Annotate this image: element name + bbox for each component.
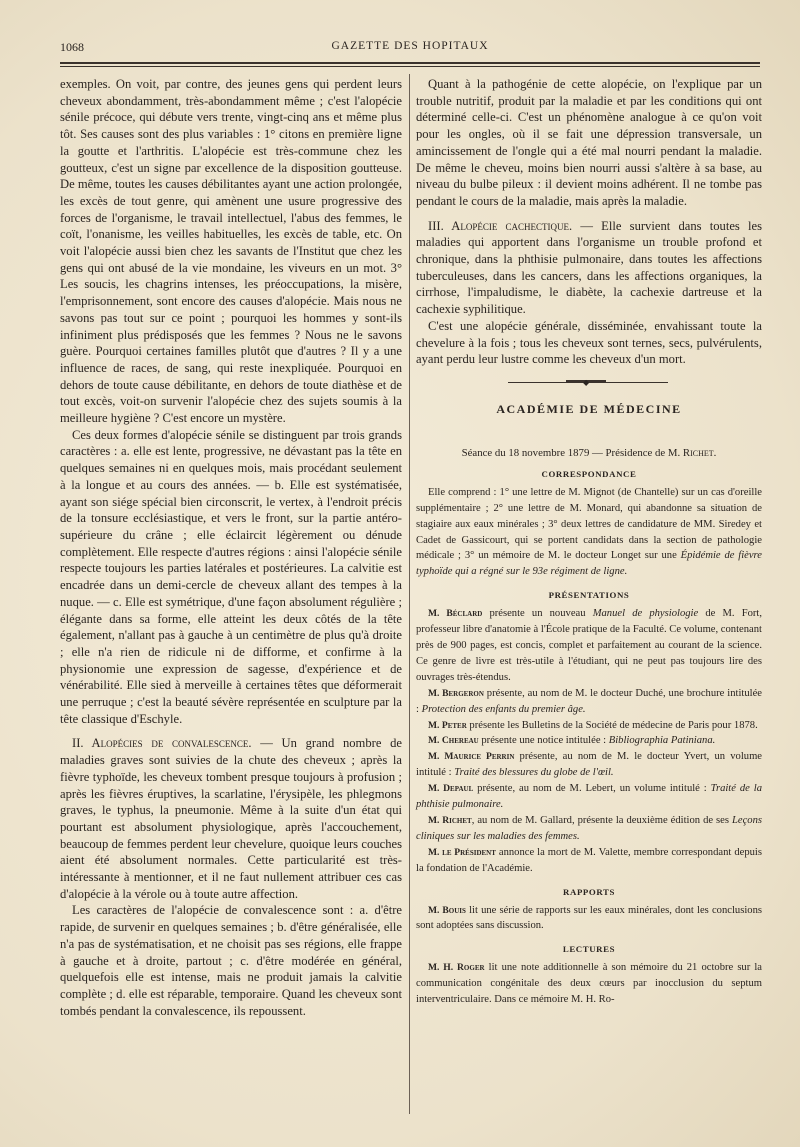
paragraph: Elle comprend : 1° une lettre de M. Mignot (de Chantelle) sur un cas d'oreille supplémentaire ; 2° une lettre de M. Monard, qui abandonne sa situation de stagiaire aux eaux minérales ; 3° deux lettres de candidature de MM. Siredey et Cadet de Gassicourt, qui se portent candidats dans la section de pathologie médicale ; 3° un mémoire de M. le docteur Longet sur une Épidémie de fièvre typhoïde qui a régné sur le 93e régiment de ligne. <box>416 486 762 578</box>
subheading-lectures: LECTURES <box>562 944 616 955</box>
presentation-item: M. Béclard présente un nouveau Manuel de physiologie de M. Fort, professeur libre d'anatomie à l'École pratique de la Faculté. Ce volume, contenant près de 900 pages, est concis, complet et parfaitement au courant de la science. Ce genre de livre est très-utile à l'étudiant, qui ne peut pas toujours lire des ouvrages très-étendus. <box>416 608 763 683</box>
subheading-presentations: PRÉSENTATIONS <box>548 590 630 601</box>
section-heading: III. Alopécie cachectique. <box>428 218 573 233</box>
presentation-item: M. Richet, au nom de M. Gallard, présente la deuxième édition de ses Leçons cliniques sur les maladies des femmes. <box>416 814 763 842</box>
presentation-item: M. le Président annonce la mort de M. Valette, membre correspondant depuis la fondation de l'Académie. <box>416 846 762 874</box>
paragraph: C'est une alopécie générale, disséminée, envahissant toute la chevelure à la fois ; tous les cheveux sont ternes, secs, pulvérulents, ayant perdu leur lustre comme les cheveux d'un mort. <box>416 318 762 367</box>
column-divider <box>409 74 410 1114</box>
seance-line: Séance du 18 novembre 1879 — Présidence de M. Richet. <box>461 446 717 459</box>
page-number: 1068 <box>60 40 84 54</box>
right-column <box>416 76 762 1008</box>
paragraph: Ces deux formes d'alopécie sénile se distinguent par trois grands caractères : a. elle est lente, progressive, ne dévastant pas la tête en quelques semaines ni en quelques mois, mais procédant seulement à la longue et au cours des années. — b. Elle est systématisée, ayant son siége spécial bien circonscrit, le vertex, à l'endroit précis de la tonsure ecclésiastique, et vers le front, sur la partie antéro-supérieure du crâne ; elle éclaircit légèrement ou dénude complètement. Elle respecte d'autres régions : ainsi l'alopécie sénile respecte toujours les parties latérales et postérieures. La calvitie est encadrée dans un demi-cercle de cheveux allant des tempes à la nuque. — c. Elle est symétrique, d'une façon absolument régulière ; élégante dans sa forme, elle atteint les deux côtés de la tête également, n'allant pas à gauche à un centimètre de plus qu'à droite ; elle n'a rien de ridicule ni de difforme, et confirme à la physionomie une expression de sagesse, d'expérience et de vénérabilité. Elle sied à merveille à certaines têtes que déformerait une perruque ; c'est la beauté sévère représentée en sculpture par la tête classique d'Eschyle. <box>60 427 402 726</box>
presentation-item: M. Chereau présente une notice intitulée : Bibliographia Patiniana. <box>428 735 716 747</box>
paragraph: exemples. On voit, par contre, des jeunes gens qui perdent leurs cheveux abondamment, très-abondamment même ; c'est l'alopécie sénile précoce, qui débute vers trente, vingt-cinq ans et même plus tôt. Ses causes sont des plus variables : 1° citons en première ligne la goutte et l'arthritis. L'alopécie est très-commune chez les goutteux, c'est un signe par excellence de la disposition goutteuse. De même, toutes les causes débilitantes ayant une action prolongée, les excès de tout genre, qui amènent une usure progressive des forces de l'organisme, le travail intellectuel, l'abus des femmes, le coït, l'onanisme, les veilles habituelles, les excès de table, etc. On voit l'alopécie aussi bien chez les savants de l'Institut que chez les gens qui ont abusé de la vie mondaine, les viveurs en un mot. 3° Les soucis, les chagrins intenses, les préoccupations, la misère, l'emprisonnement, sont encore des causes d'alopécie. Mais nous ne savons pas tout sur ce point ; pourquoi les hommes y sont-ils infiniment plus prédisposés que les femmes ? Nous ne le savons guère. Pourquoi certaines familles plutôt que d'autres ? Il y a une influence de races, de sang, qui reste inexpliquée. Pourquoi en dehors de toute cause débilitante, en dehors de toute diathèse et de tout excès, voit-on survenir l'alopécie chez des sujets soumis à la meilleure hygiène ? C'est encore un mystère. <box>60 77 402 426</box>
ornamental-rule: ◆ <box>416 378 762 388</box>
section-heading: II. Alopécies de convalescence. <box>72 736 252 751</box>
paragraph: Les caractères de l'alopécie de convalescence sont : a. d'être rapide, de survenir en quelques semaines ; b. d'être généralisée, elle n'a pas de systématisation, et ne choisit pas ses régions, elle frappe à gauche et à droite, partout ; c. d'être modérée en général, quelquefois elle est intense, mais ne produit jamais la calvitie complète ; d. elle est réparable, temporaire. Quand les cheveux sont tombés pendant la convalescence, ils repoussent. <box>60 903 402 1018</box>
paragraph: M. H. Roger lit une note additionnelle à son mémoire du 21 octobre sur la communication congénitale des deux cœurs par inocclusion du septum interventriculaire. Dans ce mémoire M. H. Ro- <box>416 962 763 1006</box>
paragraph: M. Bouis lit une série de rapports sur les eaux minérales, dont les conclusions sont adoptées sans discussion. <box>416 904 762 932</box>
presentation-item: M. Maurice Perrin présente, au nom de M. le docteur Yvert, un volume intitulé : Traité des blessures du globe de l'œil. <box>416 751 763 779</box>
left-column <box>60 76 402 1019</box>
presentation-item: M. Bergeron présente, au nom de M. le docteur Duché, une brochure intitulée : Protection des enfants du premier âge. <box>416 687 762 715</box>
header-rule-thin <box>60 66 760 67</box>
subheading-correspondance: CORRESPONDANCE <box>541 468 637 479</box>
subheading-rapports: RAPPORTS <box>563 886 615 897</box>
academie-heading: ACADÉMIE DE MÉDECINE <box>496 401 682 416</box>
presentation-item: M. Peter présente les Bulletins de la Société de médecine de Paris pour 1878. <box>428 719 758 731</box>
paragraph: Quant à la pathogénie de cette alopécie, on l'explique par un trouble nutritif, produit par la maladie et par les conditions qui ont déterminé celle-ci. C'est un phénomène analogue à ce qu'on voit pour les ongles, où il se fait une dépression transversale, un amincissement de l'ongle qui a été mal nourri pendant la maladie. De même le cheveu, moins bien nourri aussi s'altère à sa base, au niveau du bulbe pileux : il devient moins adhérent. Il ne tombe pas pendant le cours de la maladie, mais après la maladie. <box>416 77 762 208</box>
page-header <box>60 40 760 60</box>
presentations-list <box>416 606 762 876</box>
section-paragraph: II. Alopécies de convalescence. — Un grand nombre de maladies graves sont suivies de la chute des cheveux ; après la fièvre typhoïde, les cheveux tombent presque toujours à profusion ; après les fièvres éruptives, la scarlatine, l'érysipèle, les phlegmons graves, le typhus, la pneumonie. Même à la suite d'un état qui pourtant est absolument physiologique, après l'accouchement, beaucoup de femmes perdent leur chevelure, quoique leurs couches aient été absolument normales. Cette particularité est très-intéressante à mentionner, et il ne faut nullement attribuer ces cas d'alopécie à la vérole ou à toute autre affection. <box>60 736 402 901</box>
journal-title: GAZETTE DES HOPITAUX <box>331 40 489 52</box>
header-rule <box>60 62 760 64</box>
section-paragraph: III. Alopécie cachectique. — Elle survient dans toutes les maladies qui apportent dans l'organisme un trouble profond et chronique, dans la phthisie pulmonaire, dans toutes les affections tuberculeuses, dans les cancers, dans les affections organiques, la cirrhose, l'impaludisme, le diabète, la cachexie dartreuse et la cachexie syphilitique. <box>416 218 762 317</box>
presentation-item: M. Depaul présente, au nom de M. Lebert, un volume intitulé : Traité de la phthisie pulmonaire. <box>416 783 762 811</box>
